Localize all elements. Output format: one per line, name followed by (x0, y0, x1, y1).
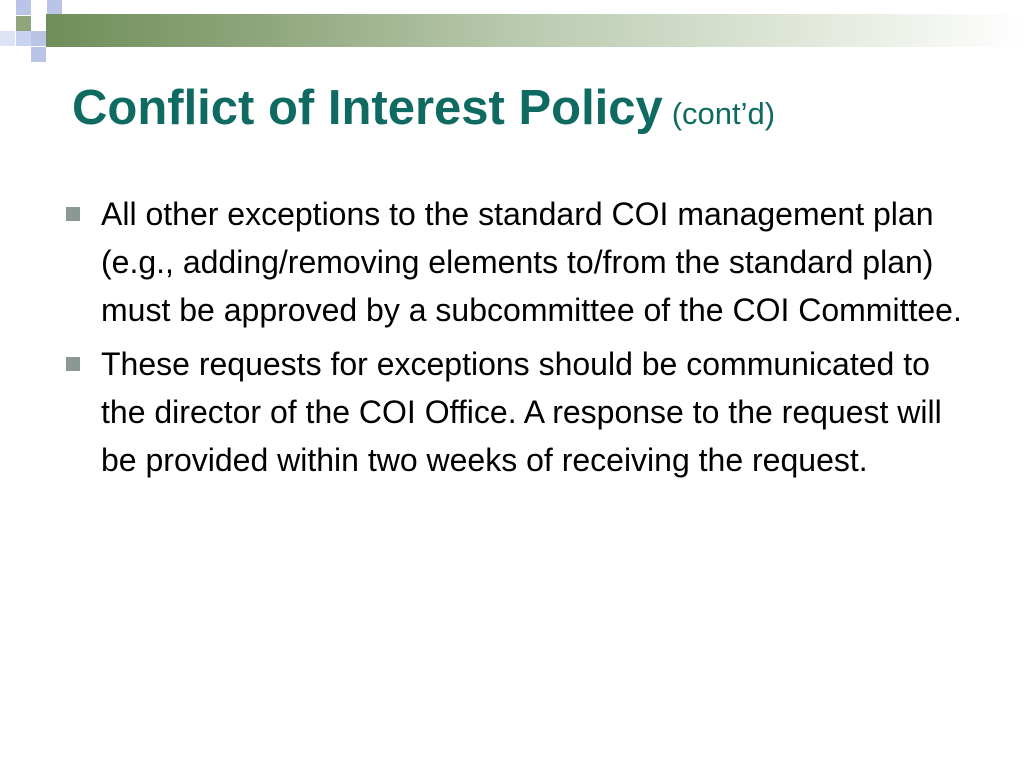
decorative-square (16, 31, 31, 46)
bullet-item (60, 190, 980, 334)
decorative-square (47, 0, 62, 15)
bullet-list (60, 190, 980, 490)
slide-title-main: Conflict of Interest Policy (72, 81, 663, 135)
bullet-text: These requests for exceptions should be communicated to the director of the COI Office. A response to the request will be provided within two weeks of receiving the request. (101, 346, 942, 478)
square-bullet-icon (66, 357, 80, 371)
slide-title (72, 80, 775, 136)
header-gradient-bar (46, 14, 1024, 47)
decorative-square (0, 31, 15, 46)
decorative-square (31, 31, 46, 46)
bullet-item (60, 340, 980, 484)
bullet-text: All other exceptions to the standard COI management plan (e.g., adding/removing elements to/from the standard plan) must be approved by a subcommittee of the COI Committee. (101, 196, 962, 328)
decorative-square (16, 16, 31, 31)
decorative-square (31, 47, 46, 62)
slide-title-suffix: (cont’d) (671, 96, 776, 131)
square-bullet-icon (66, 207, 80, 221)
decorative-square (16, 0, 31, 15)
